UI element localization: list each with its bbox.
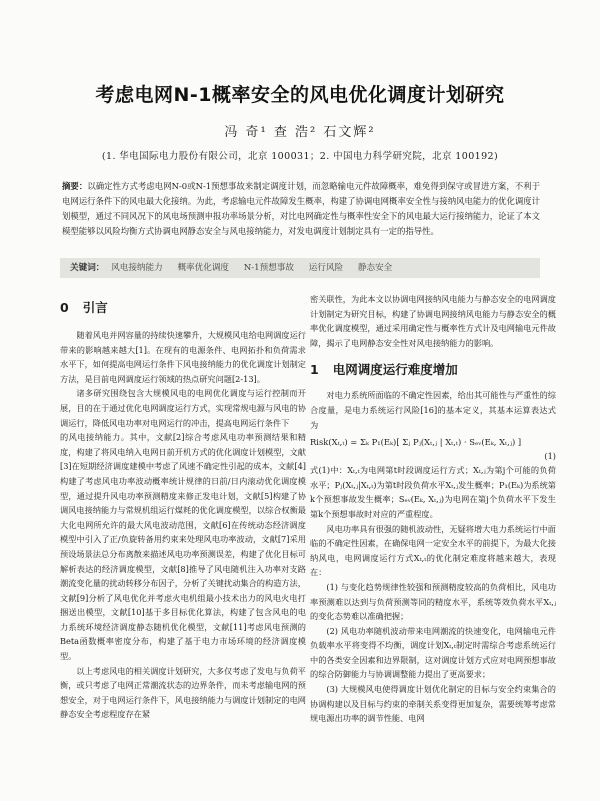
section-number: 1 xyxy=(310,362,319,378)
equation-number: (1) xyxy=(544,451,556,462)
keyword: 静态安全 xyxy=(357,263,393,273)
paragraph: 以上考虑风电的相关调度计划研究，大多仅考虑了发电与负荷平衡，或只考虑了电网正常潮流状态的边界条件，而未考虑输电网的预想安全，对于电网运行条件下，风电接纳能力与调度计划制定的电网静态安全考虑程度存在紧 xyxy=(60,665,306,720)
paragraph: 对电力系统所面临的不确定性因素，给出其可能性与严重性的综合度量，是电力系统运行风险[16]的基本定义，其基本运算表达式为 xyxy=(310,390,556,430)
paragraph: 式(1)中：Xₜ,ₜ为电网第t时段调度运行方式；Xₜ,ⱼ为第j个可能的负荷水平；Pⱼ(Xₜ,ⱼ|Xₜ,ₜ)为第t时段负荷水平Xₜ,ⱼ发生概率；P₁(Eₖ)为系统第k个预想事故发生概率；Sₑᵥ(Eₖ, Xₜ,ⱼ)为电网在第j个负荷水平下发生第k个预想事故时对应的严重程度。 xyxy=(310,465,556,519)
paragraph: 的风电接纳能力。其中，文献[2]综合考虑风电功率预测结果和精度，构建了将风电纳入电网日前开机方式的优化调度计划模型，文献[3]在短期经济调度建模中考虑了风速不确定性引起的成本，文献[4]构建了考虑风电功率波动概率统计规律的日前/日内滚动优化调度模型，通过提升风电功率预测精度来修正发电计划，文献[5]构建了协调风电接纳能力与常规机组运行煤耗的优化调度模型，以综合权衡最大化电网所允许的最大风电波动范围，文献[6]在传统动态经济调度模型中引入了正/负旋转备用约束来处理风电功率波动，文献[7]采用预设场景法总分布离散来描述风电功率预测误差，构建了优化目标可解析表达的经济调度模型，文献[8]推导了风电随机注入功率对支路潮流变化量的扰动转移分布因子，分析了关键扰动集合的构造方法，文献[9]分析了风电优化并考虑火电机组最小技术出力的风电火电打捆送出模型，文献[10]基于多目标优化算法，构建了包含风电的电力系统环境经济调度静态随机优化模型，文献[11]考虑风电预测的Beta函数概率密度分布，构建了基于电力市场环境的经济调度模型。 xyxy=(60,432,306,662)
left-column xyxy=(60,292,306,722)
section-heading-1 xyxy=(310,360,556,380)
paragraph: 诸多研究围绕包含大规模风电的电网优化调度与运行控制而开展，目的在于通过优化电网调度运行方式，实现常规电源与风电的协调运行，降低风电功率对电网运行的冲击，提高电网运行条件下 xyxy=(60,388,306,428)
abstract xyxy=(62,179,540,239)
risk-formula: Risk(Xₜ,ₜ) = Σₖ P₁(Eₖ)[ Σⱼ Pⱼ(Xₜ,ⱼ | Xₜ,ₜ) · Sₑᵥ(Eₖ, Xₜ,ⱼ) ] xyxy=(310,437,522,448)
keyword: 概率优化调度 xyxy=(177,263,230,273)
keywords-bar xyxy=(60,258,540,278)
section-title: 电网调度运行难度增加 xyxy=(332,362,458,378)
paragraph: 密关联性，为此本文以协调电网接纳风电能力与静态安全的电网调度计划制定为研究目标，构建了协调电网接纳风电能力与静态安全的概率优化调度模型，通过采用确定性与概率性方式计及电网输电元件故障，揭示了电网静态安全性对风电接纳能力的影响。 xyxy=(310,294,556,348)
paper-title: 考虑电网N-1概率安全的风电优化调度计划研究 xyxy=(95,84,505,106)
paragraph: 风电功率具有很强的随机波动性，无疑将增大电力系统运行中面临的不确定性因素，在确保电网一定安全水平的前提下，为最大化接纳风电，电网调度运行方式Xₜ,ₜ的优化制定难度将越来越大，表现在： xyxy=(310,523,556,578)
paragraph: (1) 与变化趋势规律性较强和预测精度较高的负荷相比，风电功率预测难以达到与负荷预测等同的精度水平，系统等效负荷水平Xₜ,ⱼ的变化态势难以准确把握； xyxy=(310,581,556,622)
authors: 冯 奇¹ 查 浩² 石文辉² xyxy=(224,125,376,140)
section-title: 引言 xyxy=(82,300,108,315)
affiliation: (1. 华电国际电力股份有限公司，北京 100031；2. 中国电力科学研究院，北京 100192) xyxy=(101,151,499,162)
keyword: 运行风险 xyxy=(308,263,344,273)
paragraph: (2) 风电功率随机波动带来电网潮流的快速变化，电网输电元件负载率水平将变得不均衡，调度计划Xₜ,ₜ制定时需综合考虑系统运行中的各类安全因素和边界限制，这对调度计划方式应对电网预想事故的综合防御能力与协调调整能力提出了更高要求； xyxy=(310,625,556,680)
paragraph: 随着风电并网容量的持续快速攀升，大规模风电给电网调度运行带来的影响越来越大[1]。在现有的电源条件、电网拓扑和负荷需求水平下，如何提高电网运行条件下风电接纳能力的优化调度计划制定方法，是目前电网调度运行领域的热点研究问题[2-13]。 xyxy=(60,330,306,384)
section-number: 0 xyxy=(60,300,69,315)
abstract-label: 摘要： xyxy=(62,181,88,191)
right-column xyxy=(310,292,556,726)
section-heading-introduction xyxy=(60,298,306,318)
paragraph: (3) 大规模风电使得调度计划优化制定的目标与安全约束集合的协调构建以及目标与约束的牵制关系变得更加复杂，需要统筹考虑常规电源出功率的调节性能、电网 xyxy=(310,684,556,724)
keywords-label: 关键词： xyxy=(70,263,105,273)
keyword: N-1预想事故 xyxy=(243,263,295,273)
abstract-text: 以确定性方式考虑电网N-0或N-1预想事故来制定调度计划，而忽略输电元件故障概率，难免得到保守或冒进方案，不利于电网运行条件下的风电最大化接纳。为此，考虑输电元件故障发生概率，构建了协调电网概率安全性与接纳风电能力的优化调度计划模型，通过不同风况下的风电场预测申报功率场景分析，对比电网确定性与概率性安全下的风电最大运行接纳能力，论证了本文模型能够以风险均衡方式协调电网静态安全与风电接纳能力，对发电调度计划制定具有一定的指导性。 xyxy=(62,181,540,236)
keyword: 风电接纳能力 xyxy=(111,263,163,273)
